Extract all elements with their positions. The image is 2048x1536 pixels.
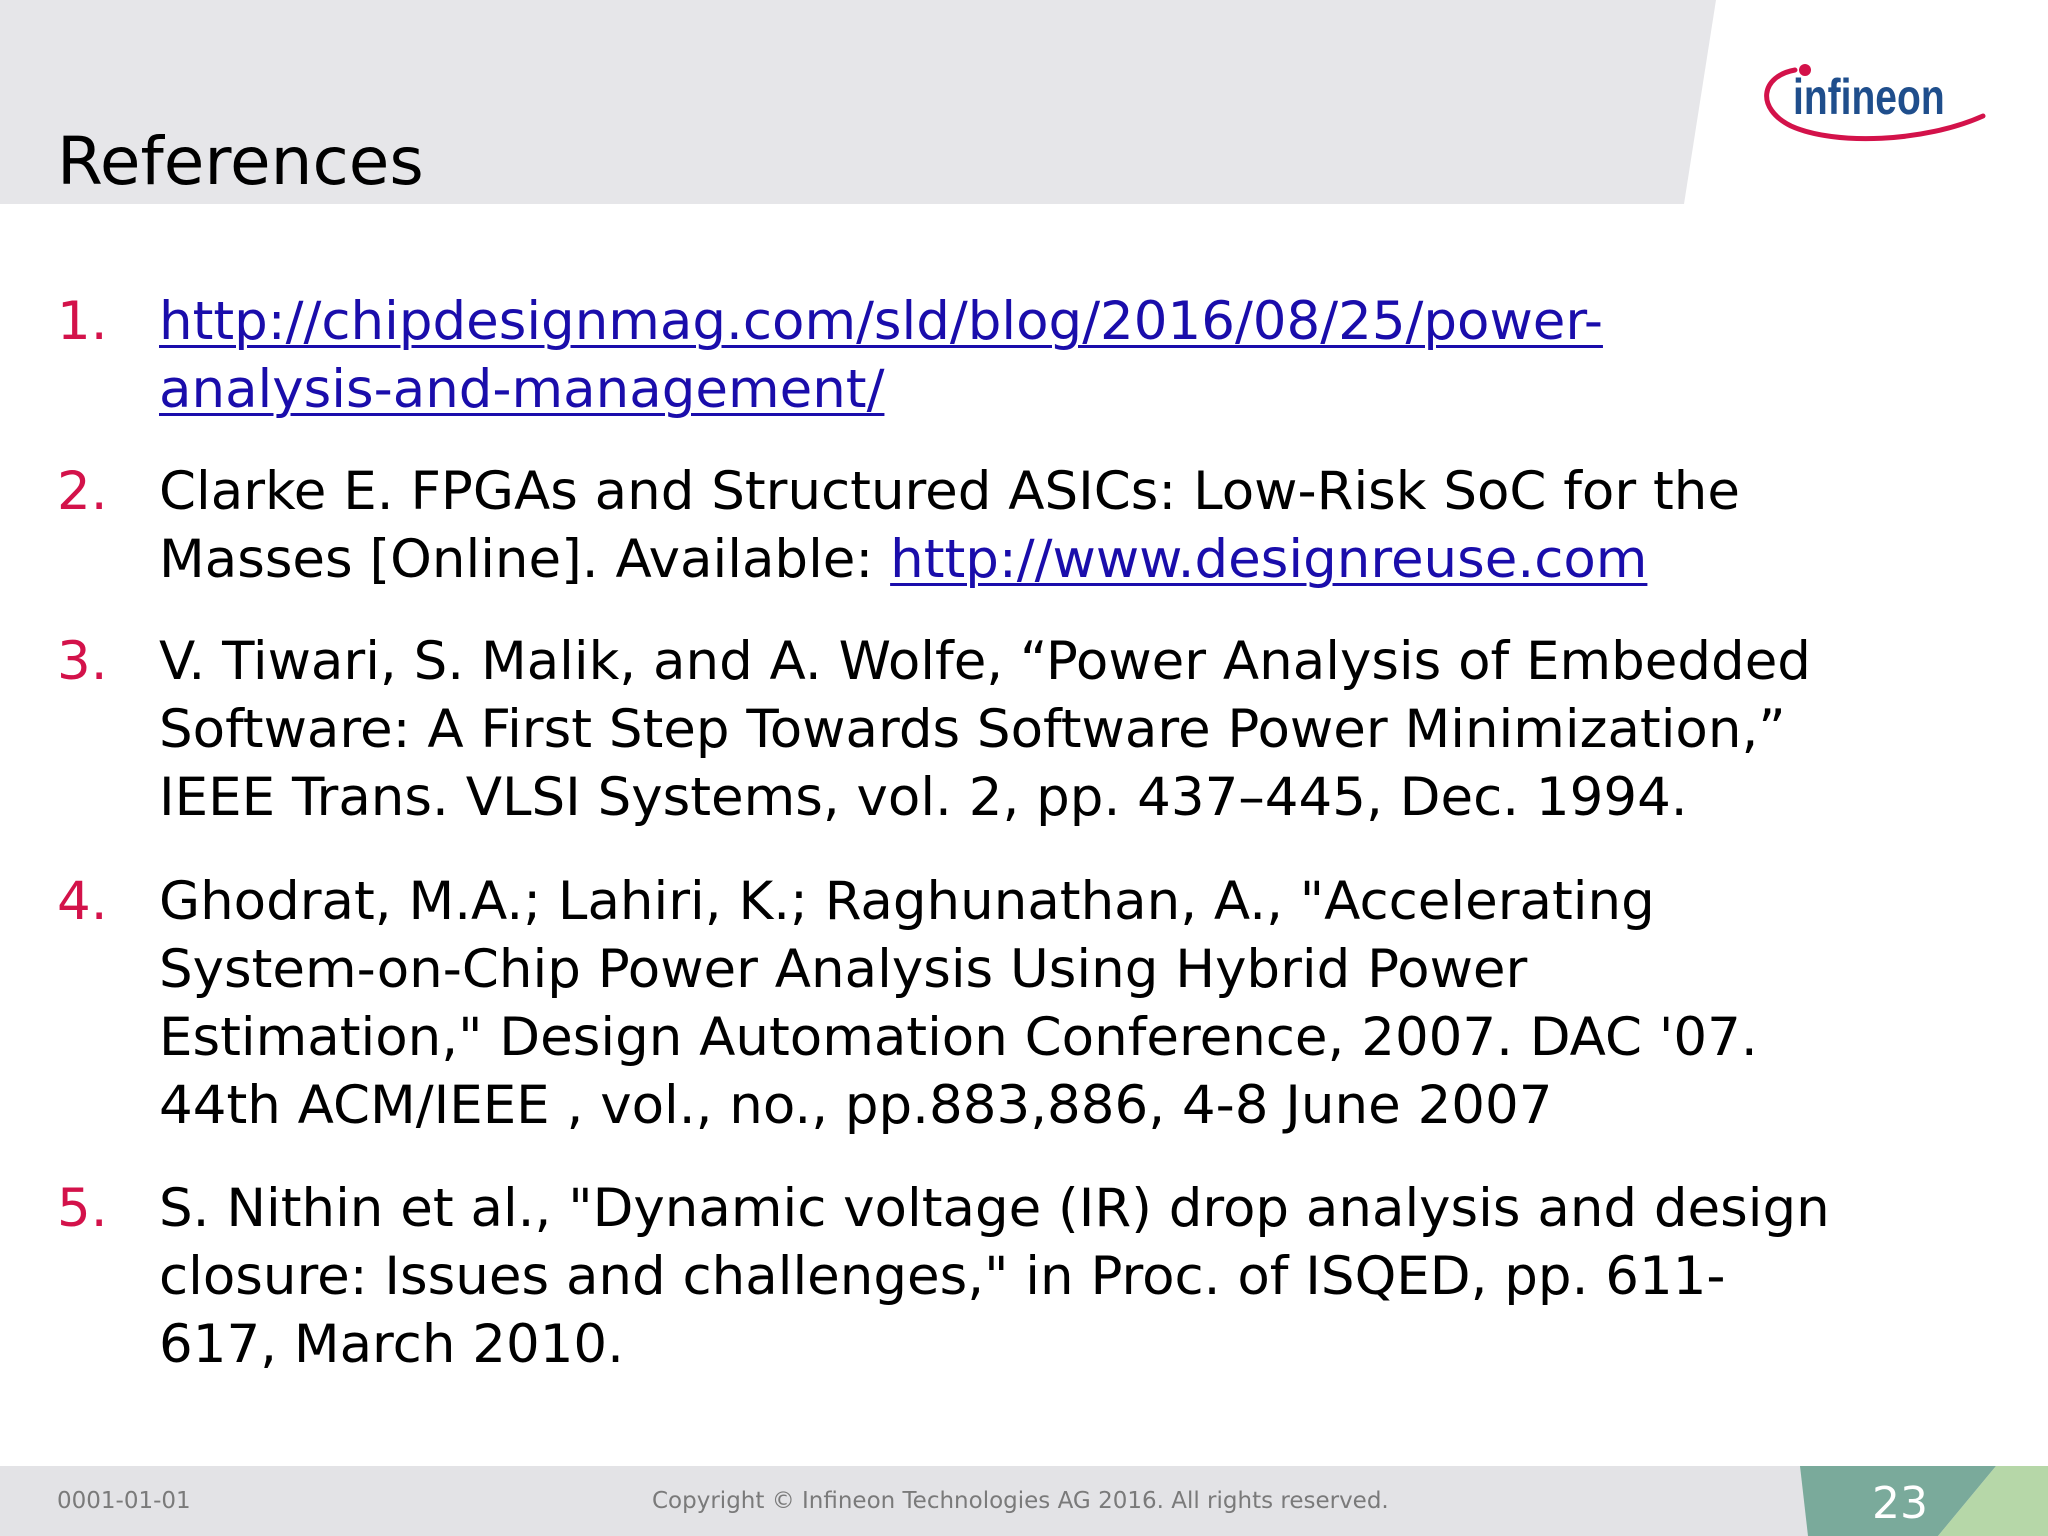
reference-link[interactable]: analysis-and-management/ — [159, 359, 885, 420]
reference-number: 4. — [57, 871, 108, 932]
reference-text-segment: closure: Issues and challenges," in Proc. of ISQED, pp. 611- — [159, 1246, 1726, 1307]
reference-text-segment: IEEE Trans. VLSI Systems, vol. 2, pp. 437–445, Dec. 1994. — [159, 767, 1688, 828]
reference-text-segment: Estimation," Design Automation Conference, 2007. DAC '07. — [159, 1007, 1758, 1068]
reference-line — [159, 696, 1999, 764]
reference-text — [159, 458, 1999, 594]
reference-link[interactable]: http://www.designreuse.com — [890, 529, 1648, 590]
reference-text-segment: Software: A First Step Towards Software Power Minimization,” — [159, 699, 1786, 760]
footer-date: 0001-01-01 — [57, 1488, 191, 1514]
page-number: 23 — [1872, 1478, 1928, 1529]
reference-text-segment: System-on-Chip Power Analysis Using Hybrid Power — [159, 939, 1528, 1000]
infineon-logo — [1755, 50, 1995, 150]
reference-text-segment: Clarke E. FPGAs and Structured ASICs: Low-Risk SoC for the — [159, 461, 1740, 522]
reference-number: 2. — [57, 461, 108, 522]
reference-text-segment: 44th ACM/IEEE , vol., no., pp.883,886, 4-8 June 2007 — [159, 1075, 1553, 1136]
reference-line — [159, 628, 1999, 696]
reference-text — [159, 628, 1999, 832]
reference-line — [159, 1243, 1999, 1311]
reference-text-segment: 617, March 2010. — [159, 1314, 624, 1375]
reference-line — [159, 1004, 1999, 1072]
reference-text-segment: S. Nithin et al., "Dynamic voltage (IR) drop analysis and design — [159, 1178, 1830, 1239]
footer-bar — [0, 1466, 2048, 1536]
reference-line — [159, 764, 1999, 832]
reference-line — [159, 868, 1999, 936]
reference-number: 3. — [57, 631, 108, 692]
footer-copyright: Copyright © Infineon Technologies AG 2016. All rights reserved. — [652, 1488, 1389, 1514]
reference-line — [159, 1072, 1999, 1140]
reference-line — [159, 1175, 1999, 1243]
reference-line — [159, 936, 1999, 1004]
logo-wordmark: infineon — [1793, 69, 1945, 125]
reference-text-segment: V. Tiwari, S. Malik, and A. Wolfe, “Power Analysis of Embedded — [159, 631, 1811, 692]
reference-line — [159, 1311, 1999, 1379]
reference-line — [159, 356, 1999, 424]
reference-line — [159, 288, 1999, 356]
reference-text — [159, 288, 1999, 424]
reference-text-segment: Masses [Online]. Available: — [159, 529, 891, 590]
reference-text — [159, 1175, 1999, 1379]
reference-line — [159, 458, 1999, 526]
reference-number: 5. — [57, 1178, 108, 1239]
reference-number: 1. — [57, 291, 108, 352]
slide-title: References — [57, 123, 424, 200]
reference-line — [159, 526, 1999, 594]
reference-text-segment: Ghodrat, M.A.; Lahiri, K.; Raghunathan, A., "Accelerating — [159, 871, 1655, 932]
reference-text — [159, 868, 1999, 1140]
reference-link[interactable]: http://chipdesignmag.com/sld/blog/2016/08/25/power- — [159, 291, 1603, 352]
